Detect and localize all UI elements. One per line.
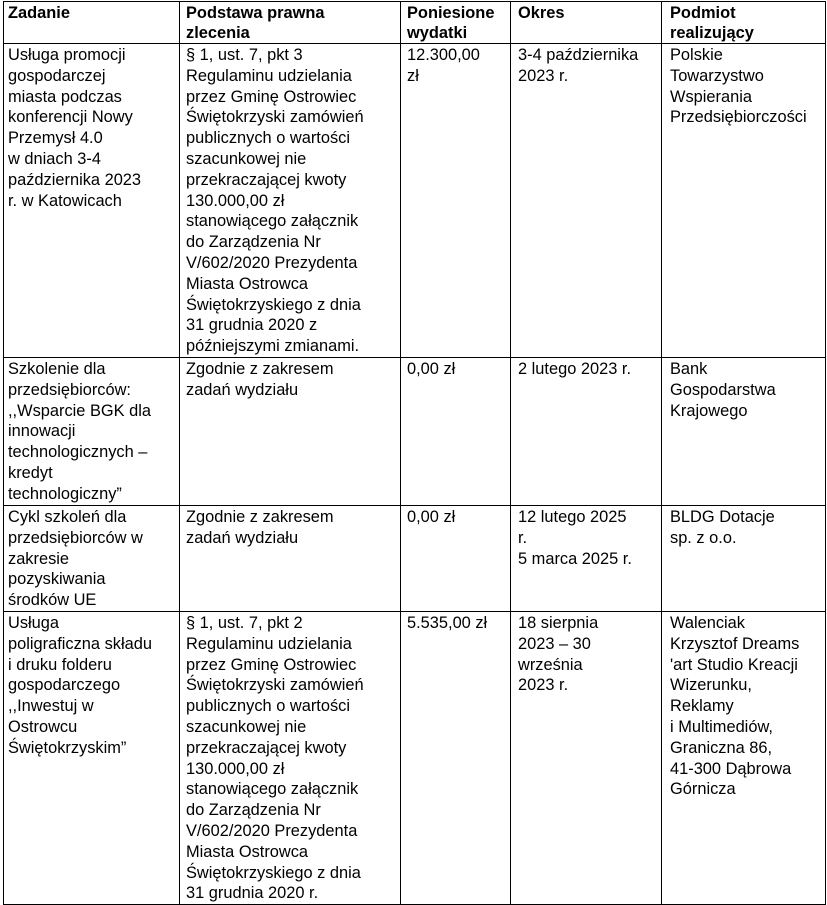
header-entity: Podmiot realizujący: [662, 2, 826, 44]
cell-period: 3-4 października 2023 r.: [511, 44, 662, 358]
cell-expenses: 0,00 zł: [401, 357, 511, 505]
cell-entity: BLDG Dotacje sp. z o.o.: [662, 505, 826, 611]
cell-expenses: 0,00 zł: [401, 505, 511, 611]
cell-period: 18 sierpnia 2023 – 30 września 2023 r.: [511, 611, 662, 904]
table-row: [4, 505, 826, 611]
header-task: Zadanie: [4, 2, 180, 44]
table-row: [4, 611, 826, 904]
cell-task: Usługa promocji gospodarczej miasta podczas konferencji Nowy Przemysł 4.0 w dniach 3-4 października 2023 r. w Katowicach: [4, 44, 180, 358]
cell-expenses: 5.535,00 zł: [401, 611, 511, 904]
header-expenses: Poniesione wydatki: [401, 2, 511, 44]
table-row: [4, 357, 826, 505]
cell-period: 2 lutego 2023 r.: [511, 357, 662, 505]
cell-entity: Bank Gospodarstwa Krajowego: [662, 357, 826, 505]
cell-legal-basis: Zgodnie z zakresem zadań wydziału: [180, 357, 401, 505]
cell-task: Usługa poligraficzna składu i druku folderu gospodarczego ,,Inwestuj w Ostrowcu Świętokrzyskim”: [4, 611, 180, 904]
cell-task: Cykl szkoleń dla przedsiębiorców w zakresie pozyskiwania środków UE: [4, 505, 180, 611]
tasks-table: [3, 1, 826, 905]
cell-expenses: 12.300,00 zł: [401, 44, 511, 358]
cell-period: 12 lutego 2025 r. 5 marca 2025 r.: [511, 505, 662, 611]
cell-entity: Polskie Towarzystwo Wspierania Przedsiębiorczości: [662, 44, 826, 358]
header-legal-basis: Podstawa prawna zlecenia: [180, 2, 401, 44]
header-row: [4, 2, 826, 44]
cell-legal-basis: Zgodnie z zakresem zadań wydziału: [180, 505, 401, 611]
cell-entity: Walenciak Krzysztof Dreams 'art Studio Kreacji Wizerunku, Reklamy i Multimediów, Graniczna 86, 41-300 Dąbrowa Górnicza: [662, 611, 826, 904]
cell-legal-basis: § 1, ust. 7, pkt 3 Regulaminu udzielania przez Gminę Ostrowiec Świętokrzyski zamówień publicznych o wartości szacunkowej nie przekraczającej kwoty 130.000,00 zł stanowiącego załącznik do Zarządzenia Nr V/602/2020 Prezydenta Miasta Ostrowca Świętokrzyskiego z dnia 31 grudnia 2020 z późniejszymi zmianami.: [180, 44, 401, 358]
table-row: [4, 44, 826, 358]
header-period: Okres: [511, 2, 662, 44]
cell-legal-basis: § 1, ust. 7, pkt 2 Regulaminu udzielania przez Gminę Ostrowiec Świętokrzyski zamówień publicznych o wartości szacunkowej nie przekraczającej kwoty 130.000,00 zł stanowiącego załącznik do Zarządzenia Nr V/602/2020 Prezydenta Miasta Ostrowca Świętokrzyskiego z dnia 31 grudnia 2020 r.: [180, 611, 401, 904]
cell-task: Szkolenie dla przedsiębiorców: ,,Wsparcie BGK dla innowacji technologicznych – kredyt technologiczny”: [4, 357, 180, 505]
